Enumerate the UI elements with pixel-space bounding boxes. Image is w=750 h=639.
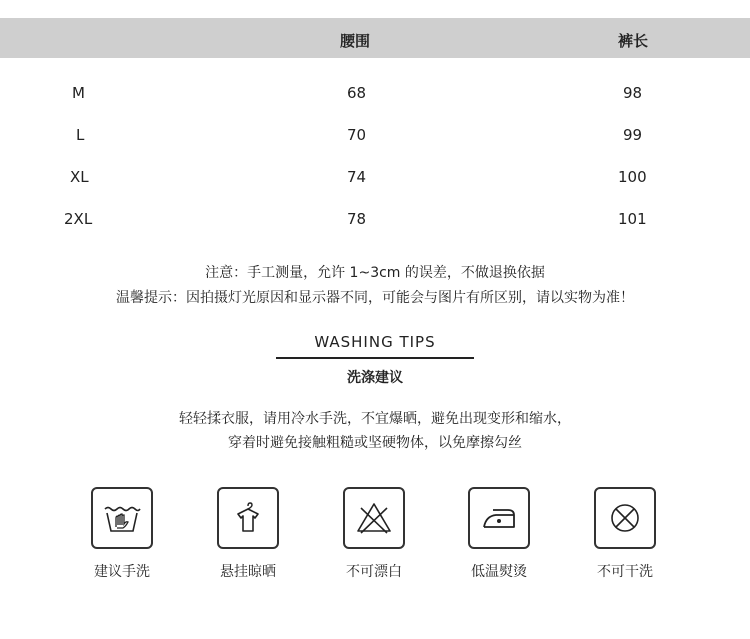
row-size: M [72, 84, 85, 102]
title-divider [276, 357, 474, 359]
row-length: 98 [623, 84, 643, 102]
row-size: L [76, 126, 85, 144]
no-dry-clean-label: 不可干洗 [597, 564, 653, 580]
washing-desc-line1: 轻轻揉衣服，请用冷水手洗，不宜爆晒，避免出现变形和缩水， [179, 411, 571, 427]
no-dry-clean-icon [594, 487, 656, 549]
measure-note: 注意：手工测量，允许 1~3cm 的误差，不做退换依据 [205, 265, 545, 281]
washing-subtitle: 洗涤建议 [347, 370, 403, 386]
hang-dry-label: 悬挂晾晒 [220, 564, 276, 580]
no-bleach-icon [343, 487, 405, 549]
row-waist: 78 [347, 210, 367, 228]
row-length: 100 [618, 168, 647, 186]
no-bleach-label: 不可漂白 [346, 564, 402, 580]
row-waist: 70 [347, 126, 367, 144]
washing-tips-title: WASHING TIPS [314, 333, 436, 351]
hand-wash-label: 建议手洗 [94, 564, 150, 580]
header-length: 裤长 [618, 32, 649, 50]
row-waist: 68 [347, 84, 367, 102]
row-size: 2XL [64, 210, 93, 228]
low-iron-icon [468, 487, 530, 549]
row-length: 101 [618, 210, 647, 228]
header-waist: 腰围 [340, 32, 371, 50]
hang-dry-icon [217, 487, 279, 549]
washing-desc-line2: 穿着时避免接触粗糙或坚硬物体，以免摩擦勾丝 [228, 435, 522, 451]
row-size: XL [70, 168, 89, 186]
display-note: 温馨提示：因拍摄灯光原因和显示器不同，可能会与图片有所区别，请以实物为准！ [116, 290, 634, 306]
hand-wash-icon [91, 487, 153, 549]
low-iron-label: 低温熨烫 [471, 564, 527, 580]
row-length: 99 [623, 126, 643, 144]
row-waist: 74 [347, 168, 367, 186]
